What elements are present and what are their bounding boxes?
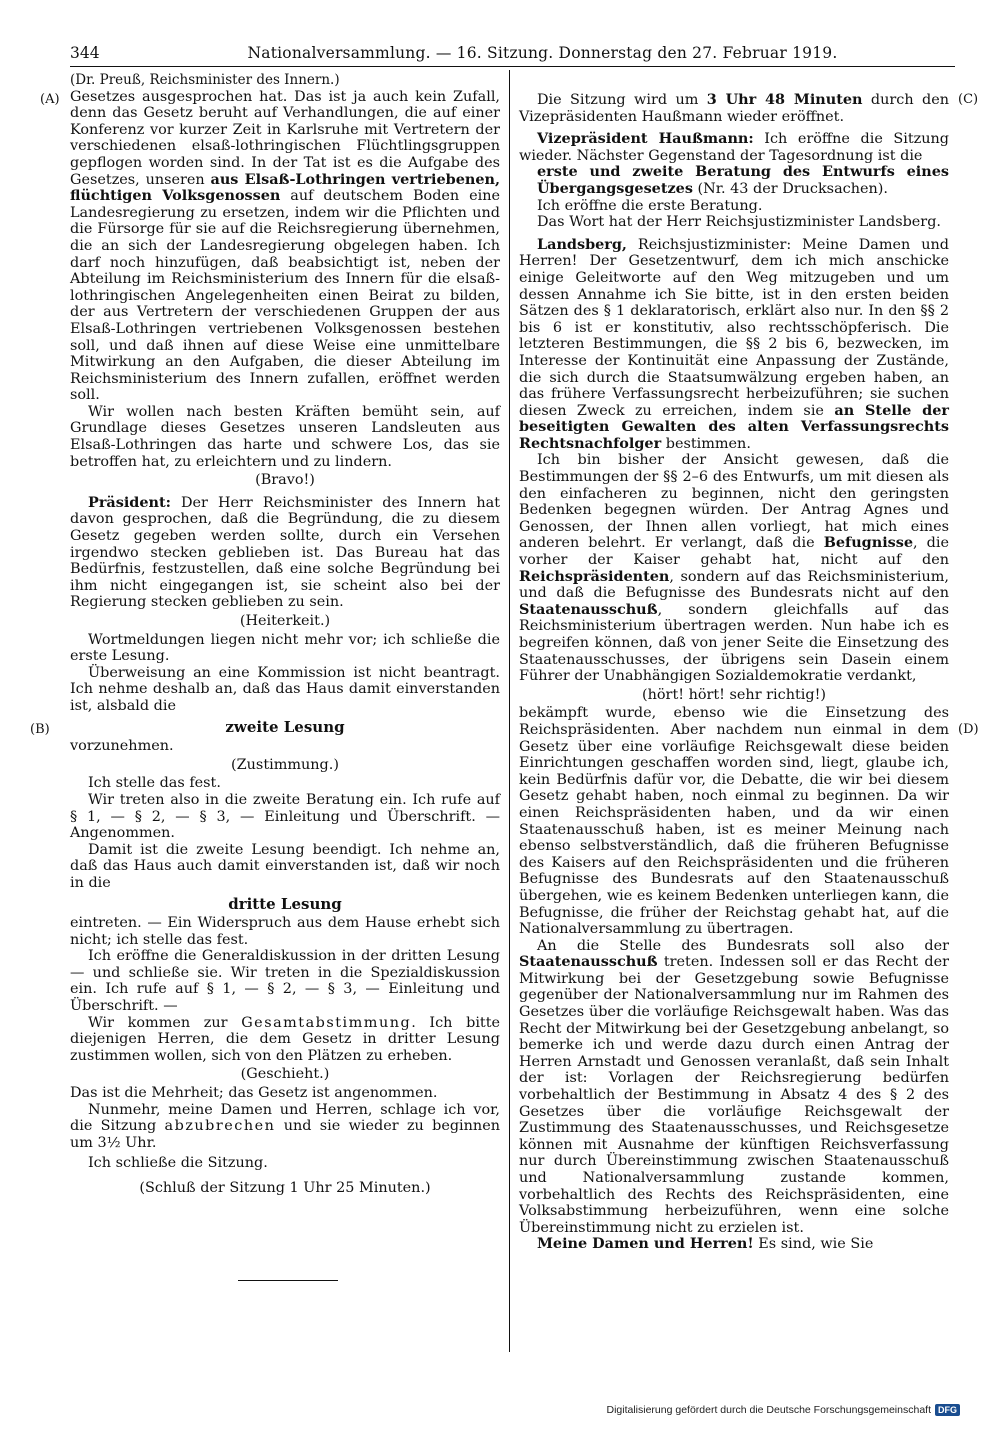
- paragraph: Vizepräsident Haußmann: Ich eröffne die Sitzung wieder. Nächster Gegenstand der Tagesordnung ist die: [519, 130, 949, 164]
- running-header: [70, 44, 955, 66]
- interjection: (Bravo!): [255, 472, 315, 489]
- paragraph: Präsident: Der Herr Reichsminister des Innern hat davon gesprochen, daß die Begründung, die zu diesem Gesetz gegeben werden sollte, durch ein Versehen irgendwo stecken geblieben ist. Das Bureau hat das Bedürfnis, festzustellen, daß eine solche Begründung bei ihm nicht eingegangen ist, sie scheint also bei der Regierung stecken geblieben zu sein.: [70, 493, 500, 611]
- interjection: (Heiterkeit.): [239, 613, 331, 629]
- footer-credit: [606, 1404, 960, 1416]
- right-column: [519, 92, 949, 1253]
- section-heading: zweite Lesung: [225, 717, 345, 736]
- agenda-item: erste und zweite Beratung des Entwurfs eines Übergangsgesetzes: [537, 163, 949, 197]
- interjection: (Zustimmung.): [231, 756, 339, 773]
- page-number: 344: [70, 44, 100, 62]
- paragraph: Das ist die Mehrheit; das Gesetz ist angenommen.: [70, 1085, 438, 1102]
- paragraph: Ich eröffne die Generaldiskussion in der dritten Lesung — und schließe sie. Wir treten in die Spezialdiskussion ein. Ich rufe auf § 1, — § 2, — § 3, — Einleitung und Überschrift. —: [70, 948, 500, 1015]
- paragraph: Gesetzes ausgesprochen hat. Das ist ja auch kein Zufall, denn das Gesetz beruht auf Verhandlungen, die auf einer Konferenz vor kurzer Zeit in Karlsruhe mit Vertretern der verschiedenen elsaß-lothringischen Flüchtlingsgruppen gepflogen worden sind. In der Tat ist es die Aufgabe des Gesetzes, unseren aus Elsaß-Lothringen vertriebenen, flüchtigen Volksgenossen auf deutschem Boden eine Landesregierung zu ersetzen, indem wir die Pflichten und die Fürsorge für sie auf die Reichsregierung übernehmen, die an sich der Landesregierung obgelegen haben. Ich darf noch hinzufügen, daß beabsichtigt ist, neben der Abteilung im Reichsministerium des Innern für die elsaß-lothringischen Angelegenheiten einen Beirat zu bilden, der aus Vertretern der verschiedenen Gruppen der aus Elsaß-Lothringen vertriebenen Volksgenossen bestehen soll, und daß ihnen auf diese Weise eine unmittelbare Mitwirkung an den Aufgaben, die dieser Abteilung im Reichsministerium des Innern zufallen, eröffnet werden soll.: [70, 88, 501, 404]
- session-end-note: (Schluß der Sitzung 1 Uhr 25 Minuten.): [139, 1180, 431, 1196]
- speaker-label: Präsident:: [88, 493, 171, 511]
- paragraph: Wir wollen nach besten Kräften bemüht sein, auf Grundlage dieses Gesetzes unseren Landsleuten aus Elsaß-Lothringen das harte und schwere Los, das sie betroffen hat, zu erleichtern und zu lindern.: [70, 403, 500, 470]
- margin-note-a: (A): [40, 92, 60, 107]
- emphasis: 3 Uhr 48 Minuten: [706, 91, 863, 108]
- spaced-emphasis: Gesamtabstimmung: [241, 1014, 412, 1031]
- section-end-rule: [238, 1280, 338, 1281]
- paragraph: Ich eröffne die erste Beratung.: [537, 197, 763, 214]
- paragraph: Überweisung an eine Kommission ist nicht beantragt. Ich nehme deshalb an, daß das Haus damit einverstanden ist, alsbald die: [70, 664, 500, 714]
- column-divider: [509, 70, 510, 1352]
- paragraph: vorzunehmen.: [70, 738, 174, 755]
- paragraph: Meine Damen und Herren! Es sind, wie Sie: [537, 1235, 874, 1253]
- paragraph: bekämpft wurde, ebenso wie die Einsetzung des Reichspräsidenten. Aber nachdem nun einmal in dem Gesetz über eine vorläufige Reichsgewalt diese beiden Einrichtungen geschaffen worden sind, liegt, glaube ich, kein Bedürfnis dafür vor, die Debatte, die wir bei diesem Gesetz gehabt haben, noch einmal zu beginnen. Da wir einen Reichspräsidenten haben, und da wir einen Staatenausschuß haben, ist es meiner Meinung nach ebenso selbstverständlich, daß die früheren Befugnisse des Kaisers auf den Reichspräsidenten und die früheren Befugnisse des Bundesrats auf den Staatenausschuß übergehen, wie es keinem Bedenken unterliegen kann, die Befugnisse, die früher der Reichstag gehabt hat, auf die Nationalversammlung zu übertragen.: [519, 705, 949, 938]
- emphasis: Staatenausschuß: [519, 953, 658, 971]
- paragraph: An die Stelle des Bundesrats soll also der Staatenausschuß treten. Indessen soll er das Recht der Mitwirkung bei der Gesetzgebung sowie Befugnisse gegenüber der Nationalversammlung nur im Rahmen des Gesetzes über die vorläufige Reichsgewalt haben. Was das Recht der Mitwirkung bei der Gesetzgebung anbelangt, so bemerke ich und werde dazu durch einen Antrag der Herren Arnstadt und Genossen veranlaßt, daß sein Inhalt der ist: Vorlagen der Reichsregierung bedürfen vorbehaltlich der Bestimmung in Absatz 4 des § 2 des Gesetzes über die vorläufige Reichsgewalt der Zustimmung des Staatenausschusses, und Reichsgesetze können mit Ausnahme der künftigen Reichsverfassung nur durch Übereinstimmung zwischen Staatenausschuß und Nationalversammlung zustande kommen, vorbehaltlich des Rechts des Reichspräsidenten, eine Volksabstimmung herbeizuführen, wenn eine solche Übereinstimmung nicht zu erzielen ist.: [519, 937, 949, 1236]
- paragraph: Ich stelle das fest.: [88, 775, 221, 792]
- interjection: (Geschieht.): [240, 1066, 330, 1083]
- paragraph: Wir treten also in die zweite Beratung ein. Ich rufe auf § 1, — § 2, — § 3, — Einleitung und Überschrift. — Angenommen.: [70, 791, 500, 842]
- section-heading: dritte Lesung: [228, 894, 342, 913]
- paragraph: Ich bin bisher der Ansicht gewesen, daß die Bestimmungen der §§ 2–6 des Entwurfs, um mit diesen als den einfacheren zu beginnen, nicht den geringsten Bedenken begegnen würden. Der Antrag Agnes und Genossen, der Ihnen allen vorliegt, hat mich eines anderen belehrt. Er verlangt, daß die Befugnisse, die vorher der Kaiser gehabt hat, nicht auf den Reichspräsidenten, sondern auf das Reichsministerium, und daß die Befugnisse des Bundesrats nicht auf den Staatenausschuß, sondern gleichfalls auf das Reichsministerium übertragen werden. Nun habe ich es begreifen können, daß von jener Seite die Einsetzung des Staatenausschusses, der übrigens sein Dasein einem Führer der Unabhängigen Sozialdemokratie verdankt,: [519, 452, 950, 685]
- emphasis: Reichspräsidenten: [519, 567, 670, 585]
- margin-note-c: (C): [958, 92, 979, 107]
- paragraph: erste und zweite Beratung des Entwurfs eines Übergangsgesetzes (Nr. 43 der Drucksachen).: [537, 163, 949, 197]
- speaker-label: Vizepräsident Haußmann:: [537, 130, 754, 148]
- paragraph: Ich schließe die Sitzung.: [88, 1155, 268, 1172]
- spaced-emphasis: abzubrechen: [164, 1118, 276, 1135]
- emphasis: an Stelle der beseitigten Gewalten des alten Verfassungsrechts Rechtsnachfolger: [519, 401, 949, 452]
- paragraph: Das Wort hat der Herr Reichsjustizminister Landsberg.: [537, 214, 941, 231]
- paragraph: Landsberg, Reichsjustizminister: Meine Damen und Herren! Der Gesetzentwurf, dem ich mich anschicke einige Geleitworte auf den Weg mitzugeben und um dessen Annahme ich Sie bitte, ist in den ersten beiden Sätzen des § 1 deklaratorisch, erklärt also nur. In den §§ 2 bis 6 ist er konstitutiv, also rechtsschöpferisch. Die letzteren Bestimmungen, die §§ 2 bis 6, bezwecken, im Interesse der Kontinuität eine Anpassung der Zustände, die sich durch die Staatsumwälzung ergeben haben, an das frühere Verfassungsrecht herbeizuführen; sie suchen diesen Zweck zu erreichen, indem sie an Stelle der beseitigten Gewalten des alten Verfassungsrechts Rechtsnachfolger bestimmen.: [519, 235, 949, 452]
- paragraph: eintreten. — Ein Widerspruch aus dem Hause erhebt sich nicht; ich stelle das fest.: [70, 915, 500, 948]
- emphasis: aus Elsaß-Lothringen vertriebenen, flüchtigen Volksgenossen: [70, 170, 500, 205]
- interjection: (hört! hört! sehr richtig!): [642, 686, 826, 703]
- paragraph: Die Sitzung wird um 3 Uhr 48 Minuten durch den Vizepräsidenten Haußmann wieder eröffnet.: [519, 91, 949, 125]
- footer-text: Digitalisierung gefördert durch die Deutsche Forschungsgemeinschaft: [606, 1404, 931, 1416]
- emphasis: Befugnisse: [823, 534, 914, 552]
- paragraph: Nunmehr, meine Damen und Herren, schlage ich vor, die Sitzung abzubrechen und sie wieder zu beginnen um 3½ Uhr.: [70, 1101, 500, 1151]
- margin-note-d: (D): [958, 722, 979, 737]
- speaker-label: Landsberg,: [537, 235, 627, 253]
- paragraph: Wortmeldungen liegen nicht mehr vor; ich schließe die erste Lesung.: [70, 631, 500, 665]
- emphasis: Staatenausschuß: [519, 600, 658, 618]
- emphasis: Meine Damen und Herren!: [537, 1235, 754, 1253]
- dfg-logo: DFG: [935, 1404, 960, 1416]
- speaker-continuation: (Dr. Preuß, Reichsminister des Innern.): [70, 72, 340, 88]
- paragraph: Damit ist die zweite Lesung beendigt. Ich nehme an, daß das Haus auch damit einverstanden ist, daß wir noch in die: [70, 841, 500, 891]
- margin-note-b: (B): [30, 722, 50, 737]
- left-column: [70, 72, 500, 1199]
- paragraph: Wir kommen zur Gesamtabstimmung. Ich bitte diejenigen Herren, die dem Gesetz in dritter Lesung zustimmen wollen, sich von den Plätzen zu erheben.: [70, 1014, 500, 1064]
- header-title: Nationalversammlung. — 16. Sitzung. Donnerstag den 27. Februar 1919.: [247, 44, 838, 62]
- header-rule: [70, 66, 955, 67]
